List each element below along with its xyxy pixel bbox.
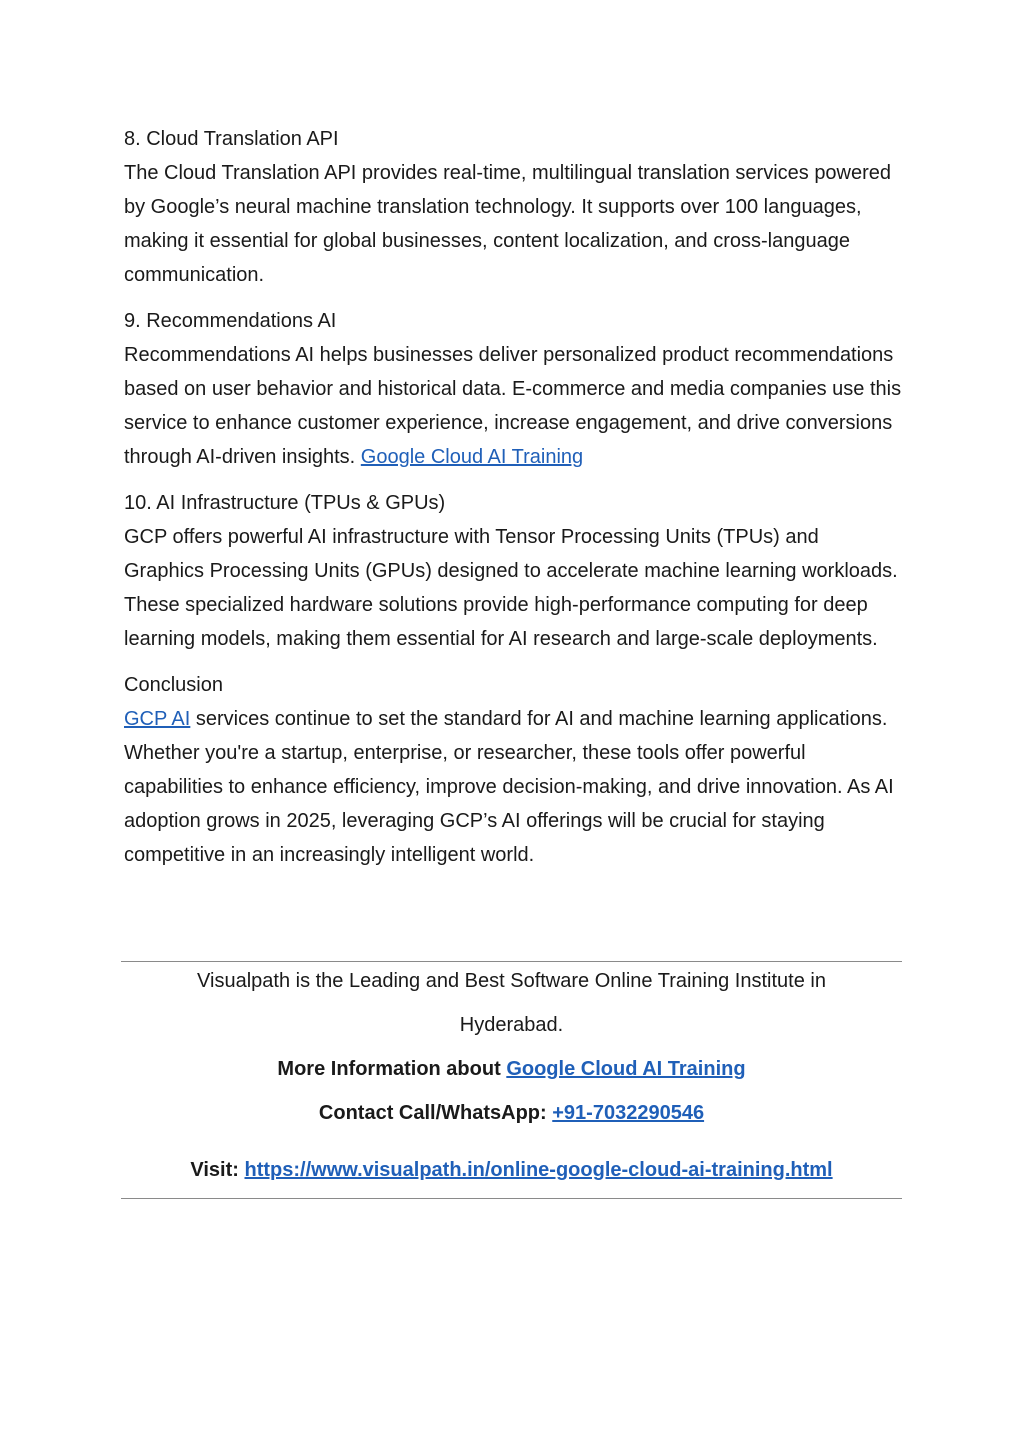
- section-recommendations-ai: [124, 304, 904, 474]
- section-heading: 10. AI Infrastructure (TPUs & GPUs): [124, 492, 446, 514]
- section-heading: 9. Recommendations AI: [124, 310, 337, 332]
- gcp-ai-link[interactable]: GCP AI: [124, 708, 191, 730]
- section-body: GCP offers powerful AI infrastructure with Tensor Processing Units (TPUs) and Graphics Processing Units (GPUs) designed to accelerate machine learning workloads. These specialized hardware solutions provide high-performance computing for deep learning models, making them essential for AI research and large-scale deployments.: [124, 526, 898, 650]
- section-heading: 8. Cloud Translation API: [124, 128, 339, 150]
- footer-box: [121, 961, 902, 1199]
- visit-label: Visit:: [190, 1159, 245, 1181]
- section-body: The Cloud Translation API provides real-time, multilingual translation services powered by Google’s neural machine translation technology. It supports over 100 languages, making it essential for global businesses, content localization, and cross-language communication.: [124, 162, 892, 286]
- section-conclusion: [124, 668, 904, 872]
- article-content: [124, 122, 904, 884]
- more-info-label: More Information about: [277, 1058, 507, 1080]
- footer-contact: [121, 1096, 902, 1130]
- google-cloud-ai-training-link[interactable]: Google Cloud AI Training: [360, 446, 584, 468]
- section-body-paragraph: [124, 338, 904, 474]
- visit-url-link[interactable]: https://www.visualpath.in/online-google-cloud-ai-training.html: [244, 1159, 833, 1181]
- section-body: Recommendations AI helps businesses deliver personalized product recommendations based on user behavior and historical data. E-commerce and media companies use this service to enhance customer experience, increase engagement, and drive conversions through AI-driven insights.: [124, 344, 902, 468]
- footer-more-info: [121, 1052, 902, 1086]
- section-body-paragraph: [124, 702, 904, 872]
- footer-tagline-city: Hyderabad.: [459, 1014, 564, 1036]
- contact-label: Contact Call/WhatsApp:: [318, 1102, 553, 1124]
- section-cloud-translation: [124, 122, 904, 292]
- footer-tagline: Visualpath is the Leading and Best Software Online Training Institute in: [197, 970, 826, 992]
- section-heading: Conclusion: [124, 674, 223, 696]
- contact-phone-link[interactable]: +91-7032290546: [552, 1102, 705, 1124]
- section-body: services continue to set the standard for AI and machine learning applications. Whether you're a startup, enterprise, or researcher, these tools offer powerful capabilities to enhance efficiency, improve decision-making, and drive innovation. As AI adoption grows in 2025, leveraging GCP’s AI offerings will be crucial for staying competitive in an increasingly intelligent world.: [124, 708, 894, 866]
- footer-visit: [121, 1153, 902, 1187]
- section-ai-infrastructure: [124, 486, 904, 656]
- more-info-link[interactable]: Google Cloud AI Training: [506, 1058, 746, 1080]
